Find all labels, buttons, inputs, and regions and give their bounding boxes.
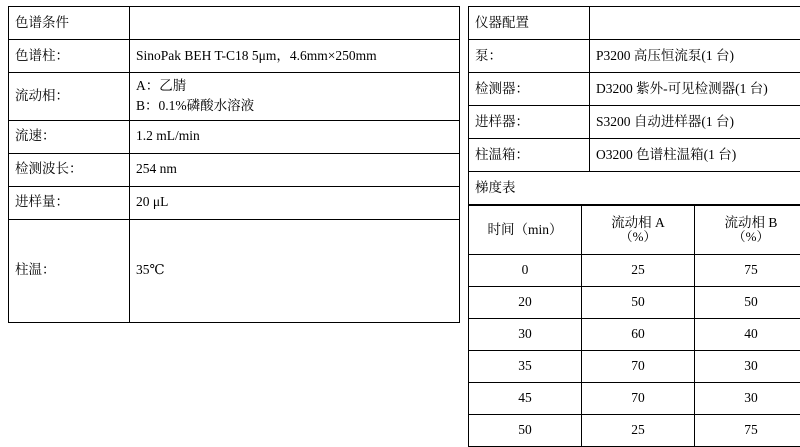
table-row: [469, 415, 800, 447]
gradient-header-mobile-phase-a: [582, 206, 695, 255]
mobile-phase-a: A：乙腈: [136, 76, 453, 96]
gradient-cell-b: 50: [695, 287, 800, 319]
instrument-configuration-section: [468, 6, 800, 396]
row-value-column: SinoPak BEH T-C18 5μm，4.6mm×250mm: [130, 40, 460, 73]
table-row: [469, 139, 800, 172]
table-row: [9, 153, 460, 186]
gradient-cell-b: 40: [695, 319, 800, 351]
section-title-left: 色谱条件: [9, 7, 130, 40]
gradient-cell-b: 30: [695, 351, 800, 383]
gradient-cell-a: 60: [582, 319, 695, 351]
row-value-injector: S3200 自动进样器(1 台): [590, 106, 800, 139]
section-title-left-value: [130, 7, 460, 40]
gradient-cell-b: 75: [695, 415, 800, 447]
chromatography-conditions-table: [8, 6, 460, 323]
gradient-header-time: 时间（min）: [469, 206, 582, 255]
table-header-row: [469, 206, 800, 255]
table-row: [469, 287, 800, 319]
table-row: [9, 186, 460, 219]
row-label-pump: 泵：: [469, 40, 590, 73]
gradient-table-title: 梯度表: [469, 172, 800, 205]
row-label-injection-volume: 进样量：: [9, 186, 130, 219]
gradient-cell-time: 0: [469, 255, 582, 287]
gradient-header-mobile-phase-b: [695, 206, 800, 255]
row-label-column-temperature: 柱温：: [9, 219, 130, 322]
table-row: [469, 106, 800, 139]
gradient-header-b-line1: 流动相 B: [701, 215, 800, 231]
table-row: [469, 319, 800, 351]
gradient-header-a-line2: （%）: [588, 230, 688, 245]
row-label-column: 色谱柱：: [9, 40, 130, 73]
gradient-cell-time: 20: [469, 287, 582, 319]
table-row: [469, 172, 800, 205]
row-label-flow-rate: 流速：: [9, 120, 130, 153]
instrument-configuration-table: [468, 6, 800, 205]
gradient-header-a-line1: 流动相 A: [588, 215, 688, 231]
gradient-table: [468, 205, 800, 447]
mobile-phase-b: B：0.1%磷酸水溶液: [136, 96, 453, 116]
gradient-cell-time: 30: [469, 319, 582, 351]
table-row: [469, 255, 800, 287]
chromatography-conditions-section: [8, 6, 460, 396]
row-value-column-oven: O3200 色谱柱温箱(1 台): [590, 139, 800, 172]
gradient-cell-b: 30: [695, 383, 800, 415]
row-value-injection-volume: 20 μL: [130, 186, 460, 219]
row-label-injector: 进样器：: [469, 106, 590, 139]
section-title-right: 仪器配置: [469, 7, 590, 40]
gradient-cell-time: 35: [469, 351, 582, 383]
section-title-right-value: [590, 7, 800, 40]
row-label-column-oven: 柱温箱：: [469, 139, 590, 172]
table-row: [9, 219, 460, 322]
gradient-cell-time: 45: [469, 383, 582, 415]
gradient-cell-a: 25: [582, 415, 695, 447]
table-row: [9, 7, 460, 40]
gradient-cell-a: 50: [582, 287, 695, 319]
gradient-cell-a: 70: [582, 383, 695, 415]
row-label-mobile-phase: 流动相：: [9, 73, 130, 121]
table-row: [469, 7, 800, 40]
table-row: [469, 40, 800, 73]
gradient-cell-time: 50: [469, 415, 582, 447]
table-row: [9, 120, 460, 153]
row-value-mobile-phase: [130, 73, 460, 121]
table-row: [9, 40, 460, 73]
row-value-column-temperature: 35℃: [130, 219, 460, 322]
table-row: [469, 73, 800, 106]
gradient-cell-a: 25: [582, 255, 695, 287]
table-row: [469, 383, 800, 415]
row-label-wavelength: 检测波长：: [9, 153, 130, 186]
row-value-pump: P3200 高压恒流泵(1 台): [590, 40, 800, 73]
gradient-cell-b: 75: [695, 255, 800, 287]
row-value-wavelength: 254 nm: [130, 153, 460, 186]
gradient-cell-a: 70: [582, 351, 695, 383]
gradient-header-b-line2: （%）: [701, 230, 800, 245]
table-row: [9, 73, 460, 121]
row-value-detector: D3200 紫外-可见检测器(1 台): [590, 73, 800, 106]
row-label-detector: 检测器：: [469, 73, 590, 106]
row-value-flow-rate: 1.2 mL/min: [130, 120, 460, 153]
table-row: [469, 351, 800, 383]
